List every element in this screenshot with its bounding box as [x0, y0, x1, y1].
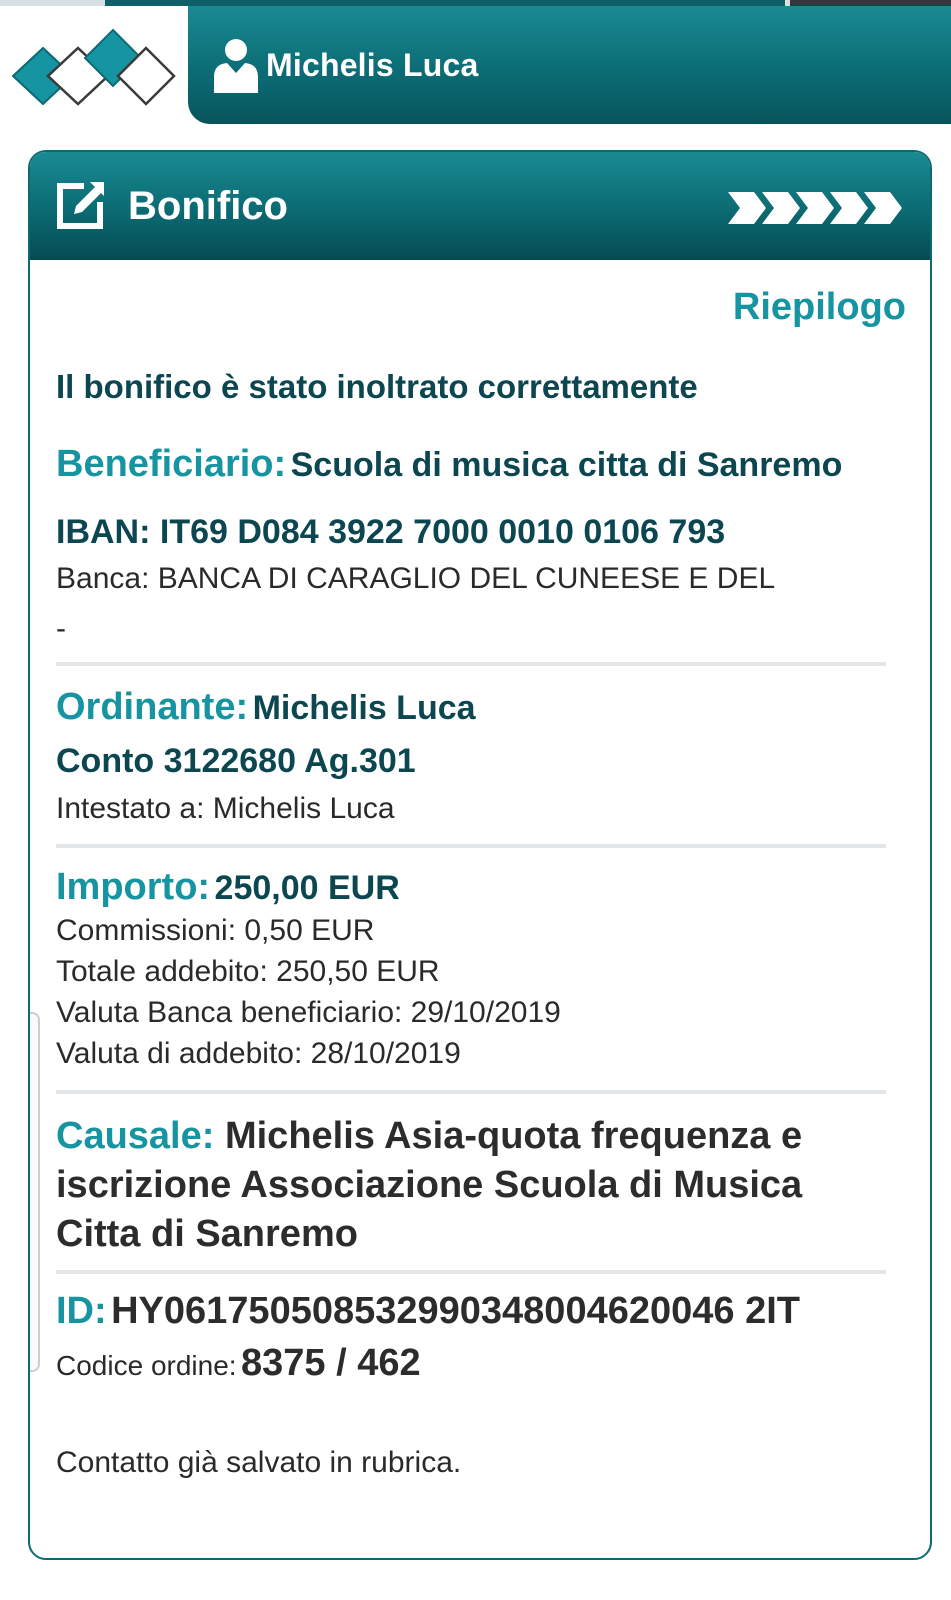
beneficiary-value-date: Valuta Banca beneficiario: 29/10/2019 [56, 996, 561, 1029]
bank-name: Banca: BANCA DI CARAGLIO DEL CUNEESE E DEL [56, 562, 776, 595]
bank-extra: - [56, 612, 66, 645]
id-row [56, 1290, 800, 1333]
total-debit: Totale addebito: 250,50 EUR [56, 955, 440, 988]
card-title: Bonifico [128, 183, 288, 228]
user-name: Michelis Luca [266, 46, 479, 83]
card-header [30, 152, 930, 260]
divider [56, 1270, 886, 1274]
edit-icon [54, 180, 106, 232]
orderer-value: Michelis Luca [252, 689, 476, 727]
amount-label: Importo: [56, 866, 211, 908]
amount-row [56, 866, 400, 909]
reason-block [56, 1112, 886, 1259]
divider [56, 844, 886, 848]
contact-saved-note: Contatto già salvato in rubrica. [56, 1446, 462, 1479]
account-number: Conto 3122680 Ag.301 [56, 742, 416, 780]
order-code-value: 8375 / 462 [241, 1342, 421, 1384]
amount-value: 250,00 EUR [214, 869, 400, 907]
order-code-label: Codice ordine: [56, 1350, 237, 1381]
divider [56, 662, 886, 666]
commission: Commissioni: 0,50 EUR [56, 914, 375, 947]
id-label: ID: [56, 1290, 107, 1332]
diamonds-logo[interactable] [8, 28, 178, 118]
order-code-row [56, 1342, 421, 1385]
beneficiary-label: Beneficiario: [56, 443, 287, 485]
user-bar[interactable] [188, 6, 951, 124]
user-icon [212, 37, 260, 93]
orderer-row [56, 686, 476, 729]
account-holder: Intestato a: Michelis Luca [56, 792, 395, 825]
transfer-summary-card [28, 150, 932, 1560]
reason-value: Michelis Asia-quota frequenza e iscrizione Associazione Scuola di Musica Citta di Sanremo [56, 1115, 803, 1255]
success-message: Il bonifico è stato inoltrato correttamente [56, 368, 698, 405]
orderer-label: Ordinante: [56, 686, 249, 728]
beneficiary-row [56, 443, 842, 486]
scroll-hint [28, 1012, 40, 1372]
progress-chevrons-icon [728, 190, 908, 226]
reason-label: Causale: [56, 1115, 215, 1157]
divider [56, 1090, 886, 1094]
iban: IBAN: IT69 D084 3922 7000 0010 0106 793 [56, 513, 726, 551]
beneficiary-value: Scuola di musica citta di Sanremo [290, 446, 843, 484]
summary-heading: Riepilogo [732, 286, 906, 328]
id-value: HY061750508532990348004620046 2IT [111, 1290, 800, 1332]
debit-value-date: Valuta di addebito: 28/10/2019 [56, 1037, 461, 1070]
